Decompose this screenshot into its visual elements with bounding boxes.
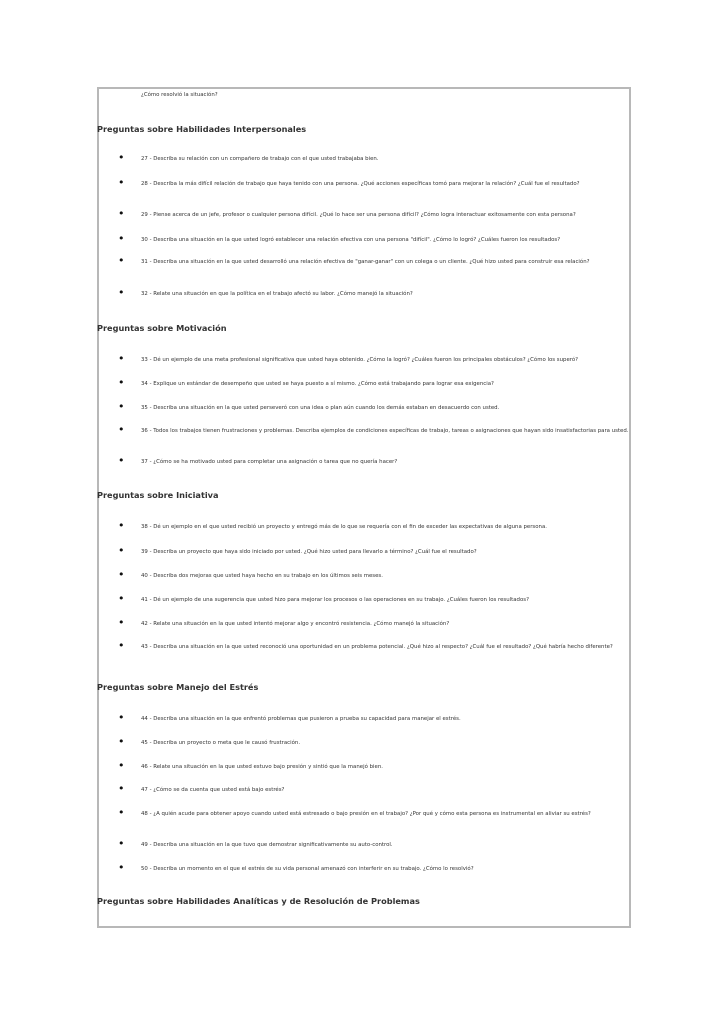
question-29: 29 - Piense acerca de un jefe, profesor o cualquier persona difícil. ¿Qué lo hace ser una persona difícil? ¿Cómo logra interactuar exitosamente con esta persona?: [141, 212, 576, 218]
question-31: 31 - Describa una situación en la que usted desarrolló una relación efectiva de "ganar-ganar" con un colega o un cliente. ¿Qué hizo usted para construir esa relación?: [141, 259, 590, 265]
question-41: 41 - Dé un ejemplo de una sugerencia que usted hizo para mejorar los procesos o las operaciones en su trabajo. ¿Cuáles fueron los resultados?: [141, 597, 529, 603]
bullet-icon: •: [118, 544, 125, 557]
bullet-icon: •: [118, 711, 125, 724]
section-heading-estres: Preguntas sobre Manejo del Estrés: [97, 682, 259, 692]
question-36: 36 - Todos los trabajos tienen frustraciones y problemas. Describa ejemplos de condiciones específicas de trabajo, tareas o asignaciones que hayan sido insatisfactorias para usted.: [141, 428, 629, 434]
question-42: 42 - Relate una situación en la que usted intentó mejorar algo y encontró resistencia. ¿Cómo manejó la situación?: [141, 621, 450, 627]
question-30: 30 - Describa una situación en la que usted logró establecer una relación efectiva con una persona "difícil". ¿Cómo lo logró? ¿Cuáles fueron los resultados?: [141, 237, 561, 243]
question-34: 34 - Explique un estándar de desempeño que usted se haya puesto a sí mismo. ¿Cómo está trabajando para lograr esa exigencia?: [141, 381, 494, 387]
question-46: 46 - Relate una situación en la que usted estuvo bajo presión y sintió que la manejó bien.: [141, 764, 383, 770]
bullet-icon: •: [118, 232, 125, 245]
question-28: 28 - Describa la más difícil relación de trabajo que haya tenido con una persona. ¿Qué acciones específicas tomó para mejorar la relación? ¿Cuál fue el resultado?: [141, 181, 580, 187]
lead-line: ¿Cómo resolvió la situación?: [141, 92, 218, 98]
section-heading-interpersonales: Preguntas sobre Habilidades Interpersonales: [97, 124, 307, 134]
question-49: 49 - Describa una situación en la que tuvo que demostrar significativamente su auto-control.: [141, 842, 393, 848]
bullet-icon: •: [118, 254, 125, 267]
bullet-icon: •: [118, 454, 125, 467]
question-50: 50 - Describa un momento en el que el estrés de su vida personal amenazó con interferir en su trabajo. ¿Cómo lo resolvió?: [141, 866, 474, 872]
question-44: 44 - Describa una situación en la que enfrentó problemas que pusieron a prueba su capacidad para manejar el estrés.: [141, 716, 461, 722]
question-37: 37 - ¿Cómo se ha motivado usted para completar una asignación o tarea que no quería hacer?: [141, 459, 398, 465]
bullet-icon: •: [118, 782, 125, 795]
bullet-icon: •: [118, 759, 125, 772]
bullet-icon: •: [118, 151, 125, 164]
section-heading-motivacion: Preguntas sobre Motivación: [97, 323, 227, 333]
question-39: 39 - Describa un proyecto que haya sido iniciado por usted. ¿Qué hizo usted para llevarlo a término? ¿Cuál fue el resultado?: [141, 549, 477, 555]
bullet-icon: •: [118, 592, 125, 605]
bullet-icon: •: [118, 861, 125, 874]
question-48: 48 - ¿A quién acude para obtener apoyo cuando usted está estresado o bajo presión en el trabajo? ¿Por qué y cómo esta persona es instrumental en aliviar su estrés?: [141, 811, 591, 817]
bullet-icon: •: [118, 806, 125, 819]
question-33: 33 - Dé un ejemplo de una meta profesional significativa que usted haya obtenido. ¿Cómo la logró? ¿Cuáles fueron los principales obstáculos? ¿Cómo los superó?: [141, 357, 579, 363]
question-35: 35 - Describa una situación en la que usted perseveró con una idea o plan aún cuando los demás estaban en desacuerdo con usted.: [141, 405, 500, 411]
bullet-icon: •: [118, 837, 125, 850]
bullet-icon: •: [118, 519, 125, 532]
bullet-icon: •: [118, 376, 125, 389]
question-32: 32 - Relate una situación en que la política en el trabajo afectó su labor. ¿Cómo manejó la situación?: [141, 291, 413, 297]
section-heading-analiticas: Preguntas sobre Habilidades Analíticas y de Resolución de Problemas: [97, 896, 420, 906]
question-43: 43 - Describa una situación en la que usted reconoció una oportunidad en un problema potencial. ¿Qué hizo al respecto? ¿Cuál fue el resultado? ¿Qué habría hecho diferente?: [141, 644, 613, 650]
bullet-icon: •: [118, 568, 125, 581]
question-47: 47 - ¿Cómo se da cuenta que usted está bajo estrés?: [141, 787, 285, 793]
bullet-icon: •: [118, 616, 125, 629]
bullet-icon: •: [118, 352, 125, 365]
bullet-icon: •: [118, 735, 125, 748]
bullet-icon: •: [118, 400, 125, 413]
bullet-icon: •: [118, 207, 125, 220]
section-heading-iniciativa: Preguntas sobre Iniciativa: [97, 490, 219, 500]
bullet-icon: •: [118, 423, 125, 436]
question-45: 45 - Describa un proyecto o meta que le causó frustración.: [141, 740, 301, 746]
question-38: 38 - Dé un ejemplo en el que usted recibió un proyecto y entregó más de lo que se requería con el fin de exceder las expectativas de alguna persona.: [141, 524, 547, 530]
bullet-icon: •: [118, 639, 125, 652]
bullet-icon: •: [118, 286, 125, 299]
question-40: 40 - Describa dos mejoras que usted haya hecho en su trabajo en los últimos seis meses.: [141, 573, 383, 579]
question-27: 27 - Describa su relación con un compañero de trabajo con el que usted trabajaba bien.: [141, 156, 379, 162]
bullet-icon: •: [118, 176, 125, 189]
